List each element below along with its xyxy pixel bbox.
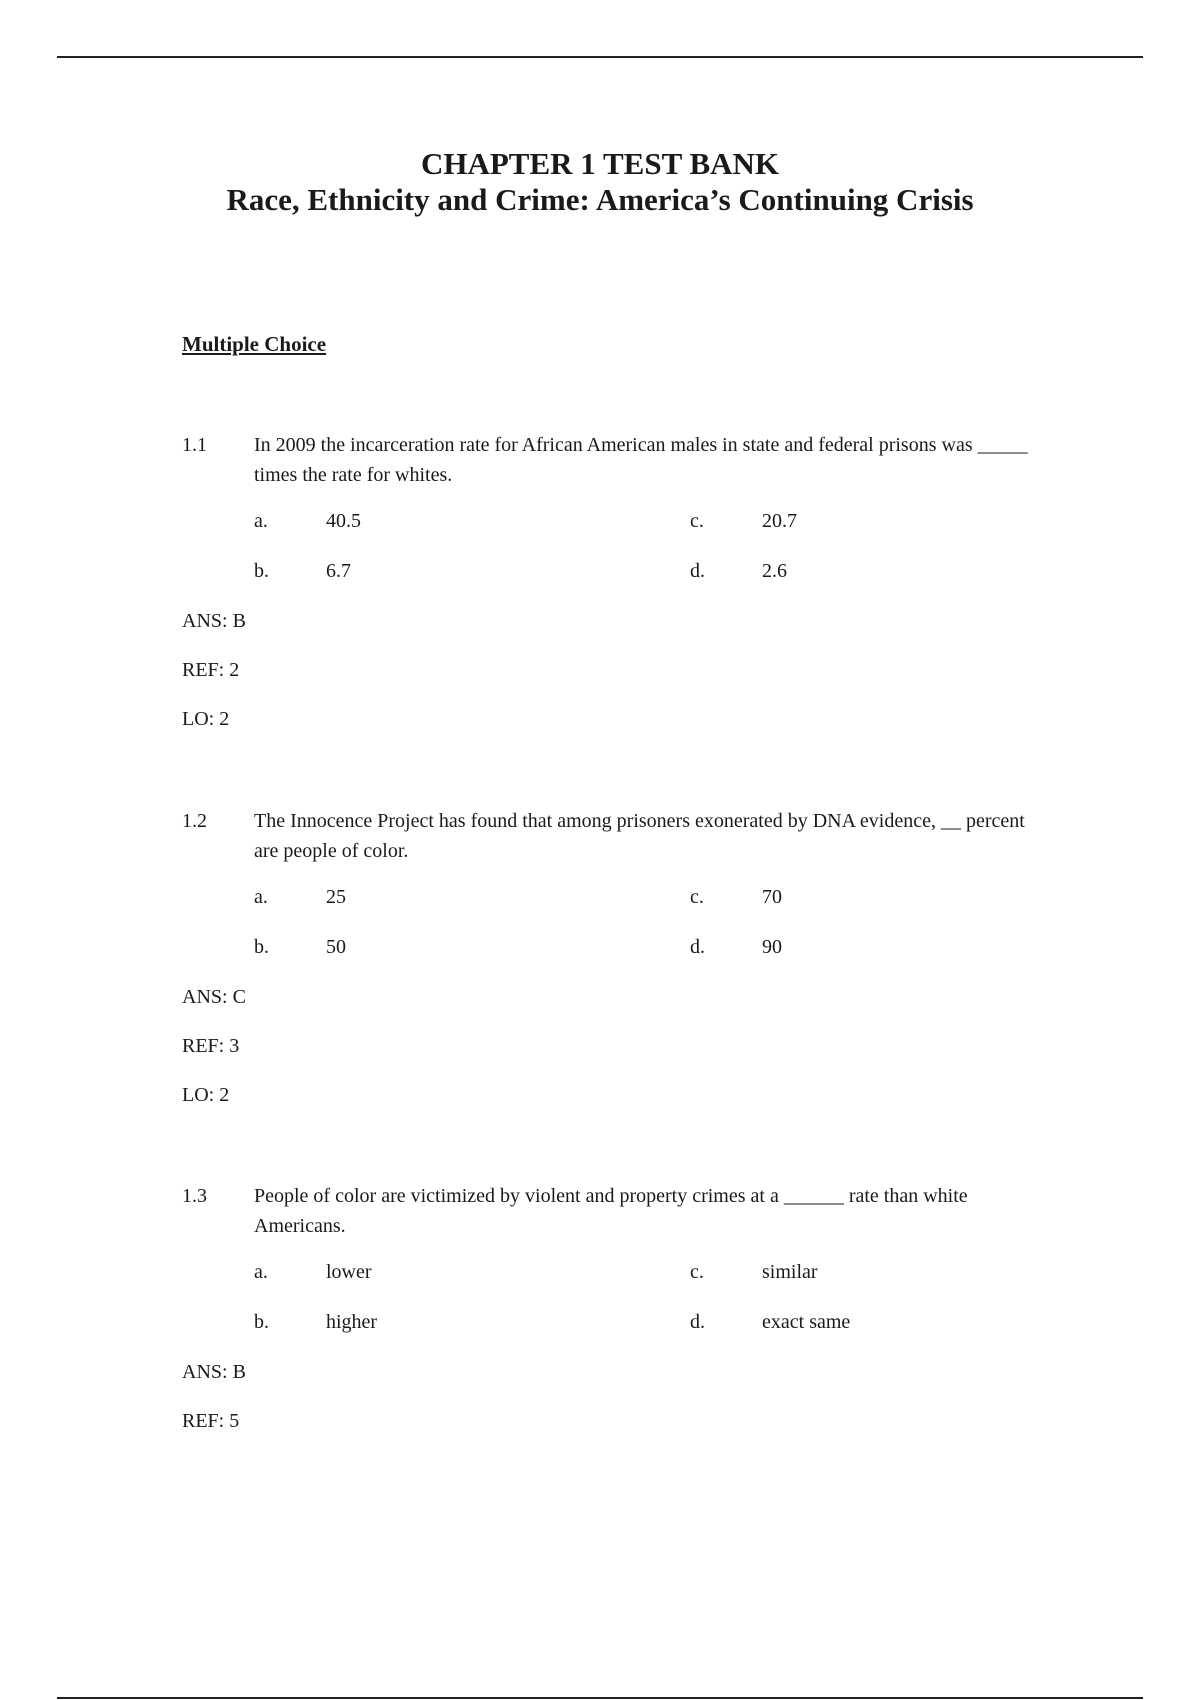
option-value: 50 xyxy=(326,936,346,958)
answer-meta xyxy=(182,606,1062,753)
document-subtitle: Race, Ethnicity and Crime: America’s Continuing Crisis xyxy=(226,182,974,217)
question-number: 1.2 xyxy=(182,810,207,832)
option-letter: b. xyxy=(254,936,269,958)
answer-meta xyxy=(182,1357,1062,1455)
question-stem xyxy=(182,806,1062,866)
option-letter: d. xyxy=(690,1311,705,1333)
answer-key: ANS: B xyxy=(182,610,246,632)
answer-meta xyxy=(182,982,1062,1129)
option-value: 90 xyxy=(762,936,782,958)
option-value: 20.7 xyxy=(762,510,797,532)
question-stem xyxy=(182,430,1062,490)
option-value: 6.7 xyxy=(326,560,351,582)
question-1-3 xyxy=(182,1181,1062,1455)
answer-key: ANS: B xyxy=(182,1361,246,1383)
title-block xyxy=(0,146,1200,218)
learning-objective: LO: 2 xyxy=(182,1084,230,1106)
top-rule xyxy=(57,56,1143,58)
section-heading: Multiple Choice xyxy=(182,332,327,356)
option-letter: c. xyxy=(690,886,704,908)
answer-options xyxy=(182,882,1062,982)
option-value: 2.6 xyxy=(762,560,787,582)
learning-objective: LO: 2 xyxy=(182,708,230,730)
option-value: 40.5 xyxy=(326,510,361,532)
page-reference: REF: 2 xyxy=(182,659,240,681)
option-letter: a. xyxy=(254,886,268,908)
option-letter: a. xyxy=(254,510,268,532)
question-stem xyxy=(182,1181,1062,1241)
option-value: exact same xyxy=(762,1311,851,1333)
page-reference: REF: 5 xyxy=(182,1410,240,1432)
option-letter: c. xyxy=(690,510,704,532)
answer-options xyxy=(182,506,1062,606)
question-text: People of color are victimized by violent and property crimes at a ______ rate than white Americans. xyxy=(254,1185,968,1237)
option-value: 70 xyxy=(762,886,782,908)
option-letter: d. xyxy=(690,560,705,582)
bottom-rule xyxy=(57,1697,1143,1699)
question-number: 1.1 xyxy=(182,434,207,456)
question-text: The Innocence Project has found that among prisoners exonerated by DNA evidence, __ percent are people of color. xyxy=(254,810,1025,862)
document-title: CHAPTER 1 TEST BANK xyxy=(420,146,780,181)
option-letter: c. xyxy=(690,1261,704,1283)
answer-options xyxy=(182,1257,1062,1357)
option-value: similar xyxy=(762,1261,818,1283)
option-letter: d. xyxy=(690,936,705,958)
question-1-2 xyxy=(182,806,1062,1129)
option-letter: b. xyxy=(254,560,269,582)
answer-key: ANS: C xyxy=(182,986,246,1008)
question-text: In 2009 the incarceration rate for African American males in state and federal prisons was _____ times the rate for whites. xyxy=(254,434,1028,486)
option-value: higher xyxy=(326,1311,378,1333)
option-value: 25 xyxy=(326,886,346,908)
question-number: 1.3 xyxy=(182,1185,207,1207)
option-letter: a. xyxy=(254,1261,268,1283)
option-value: lower xyxy=(326,1261,372,1283)
option-letter: b. xyxy=(254,1311,269,1333)
page-reference: REF: 3 xyxy=(182,1035,240,1057)
question-1-1 xyxy=(182,430,1062,753)
